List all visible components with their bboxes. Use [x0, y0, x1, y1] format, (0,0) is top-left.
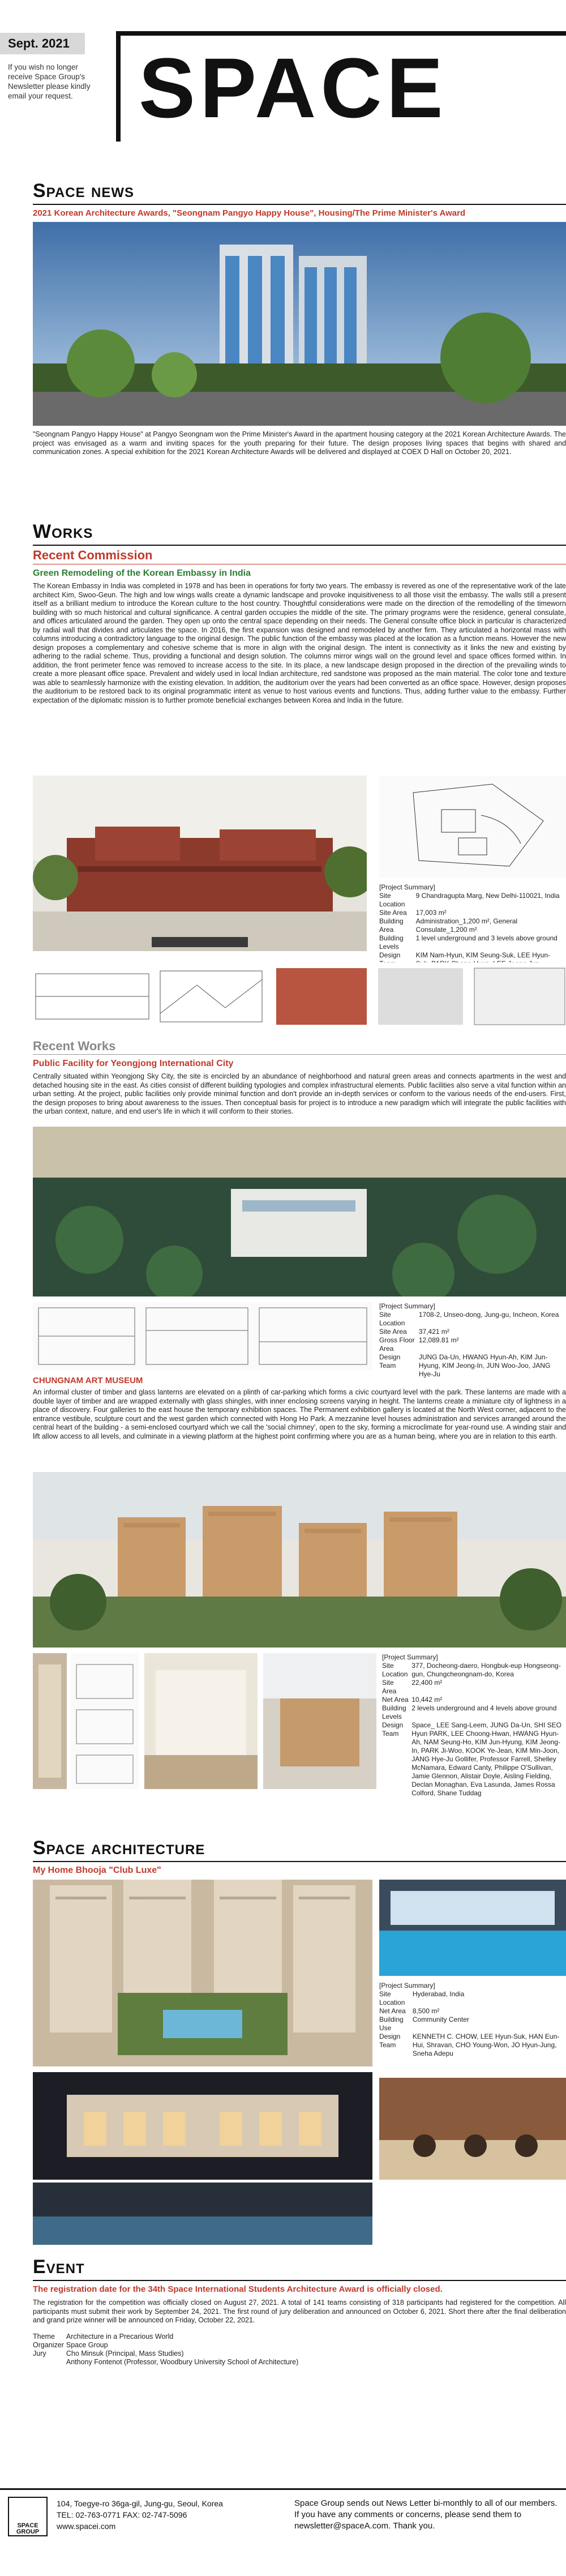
embassy-title: Green Remodeling of the Korean Embassy in India — [33, 568, 251, 578]
summary-label: Building Levels — [382, 1704, 406, 1721]
news-caption: "Seongnam Pangyo Happy House" at Pangyo Seongnam won the Prime Minister's Award in the apartment housing category at the 2021 Korean Architecture Awards. The project was envisaged as a warm and inviting spaces for the youth preparing for their future. The design proposes living spaces that begins with shared and communication zones. A special exhibition for the 2021 Korean Architecture Awards will be delivered and displayed at COEX D Hall on October 20, 2021. — [33, 430, 566, 456]
footer-rule — [0, 2488, 566, 2490]
footer-contact — [57, 2498, 272, 2532]
yeongjong-project-summary — [379, 1302, 566, 1379]
event-title: The registration date for the 34th Space International Students Architecture Award is officially closed. — [33, 2284, 443, 2294]
summary-label: Site Location — [379, 1990, 405, 2006]
summary-label: Site Location — [382, 1662, 408, 1678]
detail-value: Cho Minsuk (Principal, Mass Studies) — [66, 2350, 184, 2357]
footer-website-link[interactable]: www.spacei.com — [57, 2522, 116, 2531]
recent-commission-heading: Recent Commission — [33, 548, 153, 562]
detail-value: Anthony Fontenot (Professor, Woodbury University School of Architecture) — [66, 2358, 299, 2366]
masthead-title: SPACE — [139, 40, 448, 135]
space-group-logo — [8, 2497, 48, 2536]
club-luxe-bottom-photo — [33, 2183, 372, 2245]
embassy-project-summary — [379, 883, 566, 968]
embassy-photo — [33, 776, 367, 951]
chungnam-detail-photo — [33, 1653, 67, 1789]
footer-tel-fax: TEL: 02-763-0771 FAX: 02-747-5096 — [57, 2510, 187, 2519]
issue-date: Sept. 2021 — [0, 33, 85, 54]
summary-value: 22,400 m² — [411, 1679, 443, 1687]
summary-value: 1 level underground and 3 levels above ground — [415, 934, 558, 942]
summary-value: 9 Chandragupta Marg, New Delhi-110021, India — [415, 892, 560, 900]
chungnam-interior-render — [144, 1653, 258, 1789]
summary-label: Site Area — [379, 1328, 407, 1336]
chungnam-sections — [71, 1653, 139, 1789]
detail-label: Organizer — [33, 2341, 64, 2349]
summary-label: Building Use — [379, 2016, 404, 2032]
section-divider — [33, 204, 566, 205]
summary-heading: [Project Summary] — [379, 1982, 435, 1989]
summary-label: Design Team — [379, 1353, 401, 1370]
yeongjong-aerial-render — [33, 1127, 566, 1296]
chungnam-body: An informal cluster of timber and glass lanterns are elevated on a plinth of car-parking which forms a civic courtyard level with the park. These lanterns are made with a double layer of timber and are wrapped externally with glass shingles, with inner enclosing screens varying in height. The lanterns create a miniature city of lightness in a place of discovery. Four galleries to the east house the temporary exhibition spaces. The Permanent exhibition gallery is located at the North West corner, adjacent to the entrance vestibule, sculpture court and the west garden which connected with Hong Ho Park. A mezzanine level houses administration and services arranged around the central heart of the building - a semi-enclosed courtyard which we call the 'social chimney', open to the sky, forming a microclimate for year-round use. A winding stair and lift allow access to all levels, and culminate in a viewing platform at the highest point confirming where you are as a human being, where you are in relation to this earth. — [33, 1388, 566, 1440]
summary-value: 377, Docheong-daero, Hongbuk-eup Hongseong-gun, Chungcheongnam-do, Korea — [411, 1662, 561, 1678]
club-luxe-project-summary — [379, 1982, 566, 2058]
summary-label: Site Area — [379, 909, 407, 917]
summary-label: Site Location — [379, 1311, 405, 1327]
pangyo-housing-photo — [33, 222, 566, 426]
summary-label: Building Levels — [379, 934, 404, 951]
footer-address: 104, Toegye-ro 36ga-gil, Jung-gu, Seoul, Korea — [57, 2499, 223, 2508]
chungnam-museum-render — [33, 1472, 566, 1648]
summary-value: 17,003 m² — [415, 909, 447, 917]
news-title: 2021 Korean Architecture Awards, "Seongnam Pangyo Happy House", Housing/The Prime Minister's Award — [33, 208, 466, 218]
club-luxe-night-photo — [33, 2072, 372, 2180]
club-luxe-aerial-photo — [33, 1880, 372, 2066]
detail-value: Architecture in a Precarious World — [66, 2333, 174, 2340]
section-divider — [33, 545, 566, 546]
section-divider — [33, 2280, 566, 2281]
summary-value: KENNETH C. CHOW, LEE Hyun-Suk, HAN Eun-Hui, Shravan, CHO Young-Won, JO Hyun-Jung, Sneha Adepu — [412, 2032, 560, 2057]
summary-label: Site Area — [382, 1679, 397, 1695]
embassy-drawings-strip — [33, 962, 566, 1030]
summary-value: 2 levels underground and 4 levels above ground — [411, 1704, 557, 1712]
detail-label: Theme — [33, 2333, 55, 2340]
detail-value: Space Group — [66, 2341, 108, 2349]
summary-heading: [Project Summary] — [379, 1302, 435, 1310]
summary-value: KIM Nam-Hyun, KIM Seung-Suk, LEE Hyun- — [415, 951, 551, 959]
summary-value: Administration_1,200 m², General Consulate_1,200 m² — [415, 917, 518, 934]
event-body: The registration for the competition was officially closed on August 27, 2021. A total of 141 teams consisting of 318 participants had registered for the competition. All participants must submit their work by September 24, 2021. The first round of jury deliberation and announced on October 6, 2021. Short there after the final deliberation and grand prize winner will be announced on Friday, October 22, 2021. — [33, 2299, 566, 2324]
summary-label: Gross Floor Area — [379, 1336, 415, 1353]
embassy-body: The Korean Embassy in India was completed in 1978 and has been in operations for forty two years. The embassy is revered as one of the representative work of the late architect Kim, Swoo-Geun. The high and low wings walls create a dynamic landscape and provoke inquisitiveness to all those visit the embassy. The walls still a present itself as a brilliant medium to introduce the Korean culture to the host country. Thoughtful considerations were made on the direction of the remodelling of the timeworn building with so much historical and cultural significance. A central garden occupies the middle of the site. The primary programs were the residence, general consulate, and offices articulated around the garden. They open up onto the central space depending on their needs. The General consulte office block in particular is characterized by radial wall that divides and articulates the space. In 2016, the first expansion was designed and remodeled by another firm. They articulated a horizontal mass with columns introducing a contradictory language to the original design. The public function of the embassy was placed at the location as a function means. However the new design proposes a complementary and cohesive scheme that is more in align with the original design. The intent is connectivity as it links the new and existing by adhering to the radial scheme. Thus, providing a functional and design solution. The columns mirror wings wall on the ground level and space offices formed within. In addition, the front perimeter fence was removed to increase access to the site. In its place, a new landscape design proposed in the direction of the prevailing winds to create a more pleasant office space. Prevalent and widely used in local Indian architecture, red sandstone was proposed as the main material. The color tone and texture was able to seamlessly harmonize with the existing elevation. In addition, the auditorium over the years had been converted as an office space. However, design proposes the auditorium to be restored back to its original programmatic intent as venue to host various events and functions. Thus, adding further value to the embassy. Further expectation of the diplomatic mission is to further promote beneficial exchanges between Korea and India in the future. — [33, 582, 566, 704]
works-heading: Works — [33, 521, 93, 542]
summary-label: Design Team — [379, 2032, 401, 2049]
yeongjong-drawings — [33, 1302, 372, 1370]
chungnam-courtyard-render — [263, 1653, 376, 1789]
detail-label — [33, 2358, 66, 2367]
summary-label: Design Team — [382, 1721, 404, 1738]
unsubscribe-note: If you wish no longer receive Space Group's Newsletter please kindly email your request. — [8, 63, 91, 100]
summary-heading: [Project Summary] — [379, 883, 435, 891]
summary-label: Net Area — [379, 2007, 406, 2015]
space-architecture-heading: Space architecture — [33, 1837, 205, 1859]
yeongjong-body: Centrally situated within Yeongjong Sky City, the site is encircled by an abundance of neighborhood and natural green areas and connects apartments in the west and detached housing site in the east. As cities consist of different building typologies and complex infrastructural elements. Public facilities also serve a vital function within an urban setting. At the project, public facilities only provide minimal function and don't provide an in-depth services or conform to the various needs of the end-users. First, the design proposes to bring about awareness to the issues. Then conceptual basis for project is to introduce a new paradigm which will integrate the public facilities with the urban context, nature, and end user's life in which it will conform to their stories. — [33, 1072, 566, 1115]
summary-label: Net Area — [382, 1696, 409, 1704]
chungnam-project-summary — [382, 1653, 566, 1798]
event-heading: Event — [33, 2256, 85, 2278]
summary-value: Community Center — [412, 2016, 469, 2023]
event-details — [33, 2333, 566, 2367]
club-luxe-pool-photo — [379, 1880, 566, 1976]
subsection-divider — [33, 1054, 566, 1055]
detail-label: Jury — [33, 2350, 46, 2357]
club-luxe-interior-photo — [379, 2078, 566, 2180]
summary-label: Design — [379, 951, 401, 959]
summary-value: 37,421 m² — [418, 1328, 449, 1336]
summary-value: Hyderabad, India — [412, 1990, 465, 1998]
summary-value: JUNG Da-Un, HWANG Hyun-Ah, KIM Jun-Hyung, KIM Jeong-In, JUN Woo-Joo, JANG Hye-Ju — [418, 1353, 551, 1378]
summary-value: 10,442 m² — [411, 1696, 443, 1704]
section-divider — [33, 1861, 566, 1862]
space-news-heading: Space news — [33, 180, 135, 202]
club-luxe-title: My Home Bhooja "Club Luxe" — [33, 1865, 161, 1875]
logo-text: SPACE GROUP — [16, 2522, 40, 2535]
footer-note: Space Group sends out News Letter bi-monthly to all of our members. If you have any comments or concerns, please send them to newsletter@spaceA.com. Thank you. — [294, 2498, 558, 2531]
chungnam-title: CHUNGNAM ART MUSEUM — [33, 1376, 143, 1385]
summary-value: 12,089.81 m² — [418, 1336, 459, 1344]
summary-value: 1708-2, Unseo-dong, Jung-gu, Incheon, Korea — [418, 1311, 559, 1319]
recent-works-heading: Recent Works — [33, 1039, 116, 1053]
summary-value: 8,500 m² — [412, 2007, 440, 2015]
yeongjong-title: Public Facility for Yeongjong International City — [33, 1059, 234, 1068]
summary-heading: [Project Summary] — [382, 1653, 438, 1661]
embassy-site-plan — [379, 776, 566, 878]
summary-label: Building Area — [379, 917, 404, 934]
summary-label: Site Location — [379, 892, 405, 908]
summary-value: Space_ LEE Sang-Leem, JUNG Da-Un, SHI SEO Hyun PARK, LEE Choong-Hwan, HWANG Hyun-Ah, NAM Seung-Ho, KIM Jun-Hyung, KIM Jeong-In, PARK Ji-Woo, KOOK Ye-Jean, KIM Min-Joon, JANG Hye-Ju Gollifer, Professor Farrell, Shelley McNamara, Edward Canty, Philippe O'Sullivan, Jamie Glennon, Alistair Doyle, Aisling Fielding, Declan Monaghan, Eva Lasunda, James Rossa Colford, Shane Tuddag — [411, 1721, 561, 1797]
